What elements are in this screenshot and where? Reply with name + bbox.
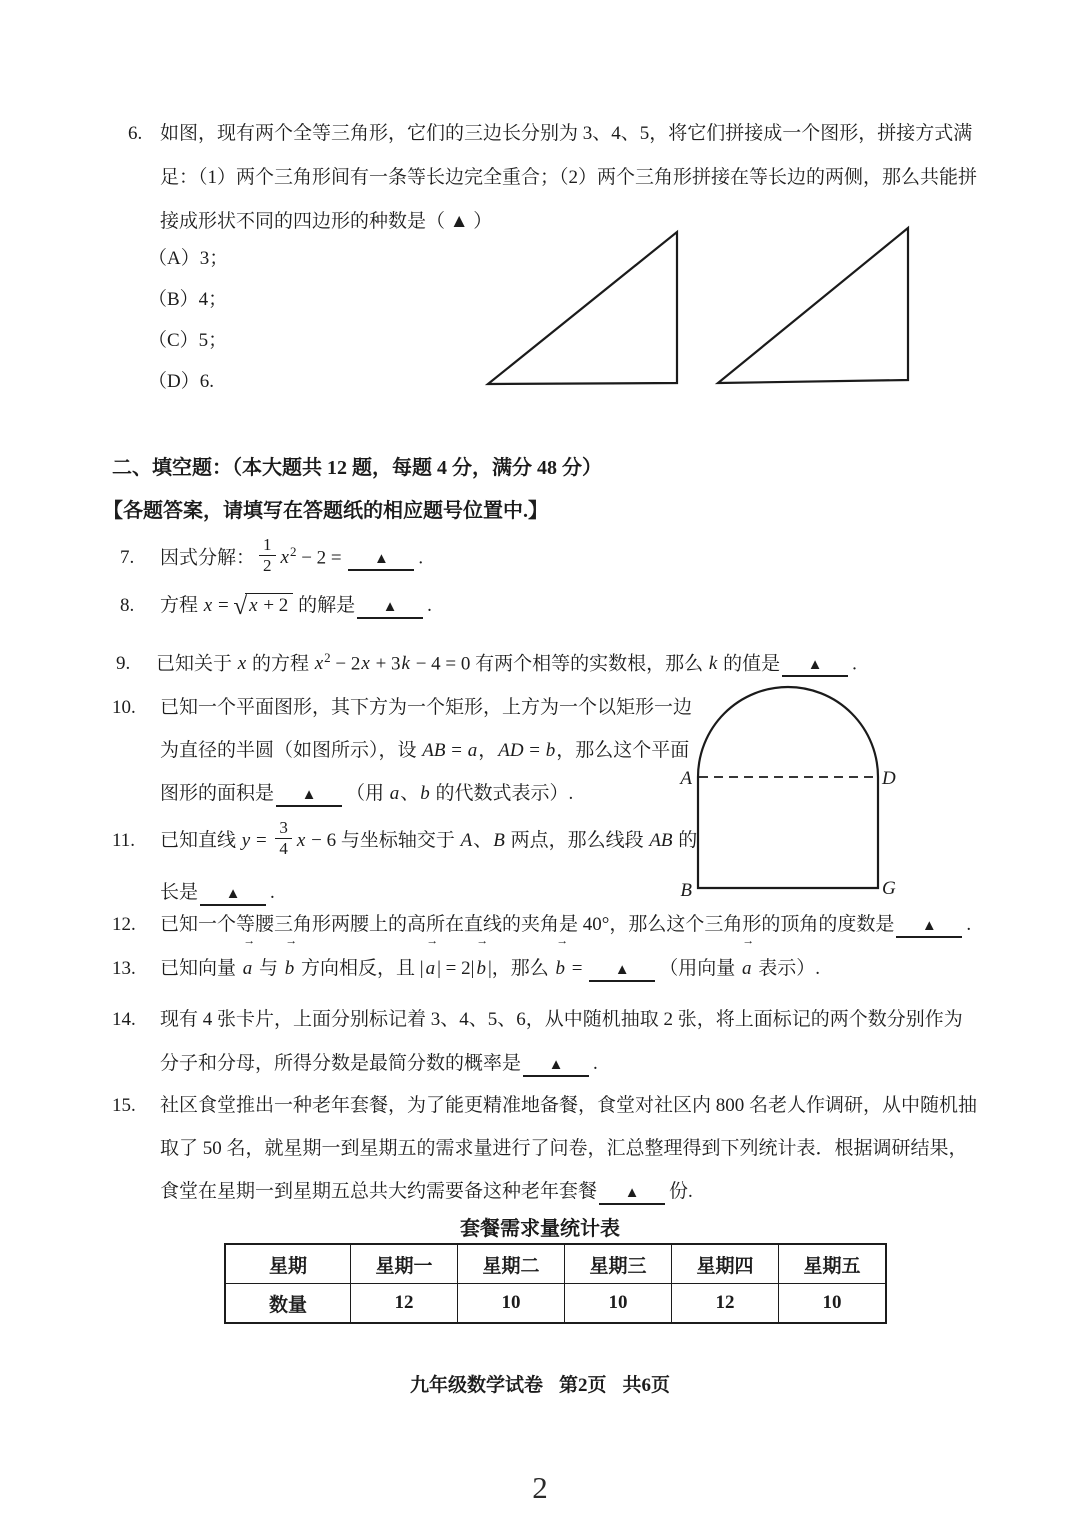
text-run: （用向量: [659, 958, 740, 979]
math-variable: A: [460, 830, 473, 851]
text-run: − 4 = 0 有两个相等的实数根，那么: [410, 653, 708, 675]
text-run: − 2: [330, 653, 361, 675]
value-cell: 10: [779, 1284, 887, 1324]
fraction-numerator: 1: [259, 535, 276, 556]
header-cell: 星期五: [779, 1244, 887, 1284]
table-data-row: [225, 1284, 886, 1324]
math-variable: B: [493, 830, 505, 851]
text-run: 份.: [669, 1181, 693, 1202]
answer-blank: ▲: [523, 1057, 589, 1077]
question-number: 12.: [112, 914, 136, 935]
text-run: 食堂在星期一到星期五总共大约需要备这种老年套餐: [160, 1181, 598, 1202]
value-cell: 12: [351, 1284, 458, 1324]
math-variable: y: [241, 830, 251, 851]
footer-page: 第2页: [558, 1375, 607, 1396]
question-13: [112, 935, 820, 992]
math-variable: k: [708, 653, 718, 675]
text-run: 因式分解：: [160, 547, 256, 569]
vector-letter: b: [284, 958, 295, 979]
math-variable: k: [401, 653, 410, 675]
text-run: 为直径的半圆（如图所示），设: [160, 740, 422, 761]
text-run: 、: [473, 830, 493, 851]
text-run: 取了 50 名，就星期一到星期五的需求量进行了问卷，汇总整理得到下列统计表．根据调研结果，: [160, 1138, 968, 1159]
header-cell: 星期三: [565, 1244, 672, 1284]
vector: [555, 935, 568, 992]
question-line: [112, 812, 698, 870]
text-run: ，: [478, 740, 498, 761]
page-number: 2: [532, 1470, 548, 1505]
question-line: [160, 1170, 977, 1213]
text-run: .: [966, 914, 972, 935]
option-c: （C）5；: [148, 330, 228, 351]
header-cell: 星期一: [351, 1244, 458, 1284]
text-run: 的解是: [293, 595, 356, 616]
question-12: [112, 903, 971, 947]
text-run: 的代数式表示）.: [430, 783, 574, 804]
text-run: 已知一个等腰三角形两腰上的高所在直线的夹角是 40°，那么这个三角形的顶角的度数是: [160, 914, 895, 935]
text-run: =: [251, 830, 272, 851]
superscript: 2: [324, 650, 331, 665]
question-line: [120, 524, 424, 586]
question-number: 13.: [112, 958, 136, 979]
text-run: |，那么: [487, 958, 554, 979]
text-run: .: [427, 595, 432, 616]
answer-blank: ▲: [896, 918, 962, 938]
label-b: B: [680, 880, 692, 901]
math-variable: x: [249, 595, 258, 616]
vector-letter: a: [741, 958, 752, 979]
text-run: =: [213, 595, 234, 616]
vector-arrow: →: [242, 935, 256, 947]
text-run: + 2: [258, 595, 289, 616]
math-variable: b: [420, 783, 430, 804]
value-cell: 12: [672, 1284, 779, 1324]
section-2-heading: 二、填空题：（本大题共 12 题，每题 4 分，满分 48 分）: [112, 457, 602, 479]
math-variable: AD: [498, 740, 524, 761]
vector-letter: b: [476, 958, 486, 979]
text-run: 的值是: [718, 653, 781, 675]
math-variable: a: [467, 740, 478, 761]
radical-sign: √: [233, 593, 246, 620]
question-line: [112, 935, 820, 992]
text-run: =: [567, 958, 588, 979]
question-line: [160, 1042, 963, 1086]
question-10: [112, 686, 692, 815]
math-variable: x: [314, 653, 324, 675]
value-cell: 10: [458, 1284, 565, 1324]
question-8: [120, 584, 432, 629]
text-run: 接成形状不同的四边形的种数是（ ▲ ）: [160, 211, 493, 232]
page-footer: [0, 1370, 1080, 1397]
section-2-note: 【各题答案，请填写在答题纸的相应题号位置中.】: [103, 500, 548, 522]
vector: [425, 935, 438, 992]
question-7: [120, 524, 423, 586]
header-cell: 星期: [225, 1244, 351, 1284]
text-run: 方程: [160, 595, 203, 616]
row-label-cell: 数量: [225, 1284, 351, 1324]
text-run: 已知向量: [160, 958, 241, 979]
text-run: .: [593, 1053, 598, 1074]
vector-arrow: →: [284, 935, 298, 947]
table-title: 套餐需求量统计表: [460, 1218, 620, 1240]
fraction-numerator: 3: [275, 818, 292, 839]
label-g: G: [882, 878, 896, 899]
question-number: 10.: [112, 697, 136, 718]
math-variable: AB: [422, 740, 446, 761]
question-15: [112, 1084, 977, 1213]
text-run: 图形的面积是: [160, 783, 275, 804]
question-14: [112, 998, 963, 1086]
vector: [476, 935, 489, 992]
answer-blank: ▲: [276, 787, 342, 807]
text-run: 现有 4 张卡片，上面分别标记着 3、4、5、6，从中随机抽取 2 张，将上面标记的两个数分别作为: [160, 1009, 963, 1030]
value-cell: 10: [565, 1284, 672, 1324]
text-run: =: [524, 740, 545, 761]
text-run: =: [446, 740, 467, 761]
superscript: 2: [289, 544, 297, 559]
footer-exam-title: 九年级数学试卷: [409, 1375, 543, 1396]
question-line: [112, 998, 963, 1042]
math-variable: a: [389, 783, 400, 804]
text-run: − 6 与坐标轴交于: [306, 830, 460, 851]
question-line: [120, 584, 432, 629]
math-variable: x: [296, 830, 306, 851]
text-run: 足：（1）两个三角形间有一条等长边完全重合；（2）两个三角形拼接在等长边的两侧，那么共能拼: [160, 167, 978, 188]
text-run: .: [852, 653, 857, 675]
triangles-figure: [470, 212, 920, 397]
text-run: |: [419, 958, 424, 979]
triangle-right: [718, 228, 908, 383]
text-run: ，那么这个平面: [556, 740, 690, 761]
answer-blank: ▲: [599, 1185, 665, 1205]
question-line: [160, 729, 692, 772]
option-a: （A）3；: [148, 248, 229, 269]
footer-total: 共6页: [622, 1375, 671, 1396]
text-run: 长是: [160, 882, 199, 903]
vector-letter: b: [555, 958, 565, 979]
question-number: 15.: [112, 1095, 136, 1116]
answer-blank: ▲: [200, 886, 266, 906]
fraction: [259, 535, 276, 576]
text-run: | = 2|: [437, 958, 475, 979]
question-11: [112, 812, 697, 916]
answer-blank: ▲: [357, 599, 423, 619]
text-run: （用: [346, 783, 389, 804]
text-run: 的: [673, 830, 698, 851]
option-d: （D）6.: [148, 371, 214, 392]
answer-blank: ▲: [782, 657, 848, 677]
text-run: 方向相反，且: [296, 958, 420, 979]
text-run: 已知一个平面图形，其下方为一个矩形，上方为一个以矩形一边: [160, 697, 693, 718]
text-run: .: [418, 547, 424, 569]
vector-arrow: →: [555, 935, 568, 947]
label-d: D: [882, 768, 896, 789]
answer-blank: ▲: [348, 551, 414, 571]
text-run: − 2 =: [296, 547, 347, 569]
triangle-left: [488, 232, 677, 384]
math-variable: x: [280, 547, 289, 569]
vector-arrow: →: [425, 935, 438, 947]
fraction-denominator: 2: [263, 556, 272, 576]
label-a: A: [680, 768, 692, 789]
text-run: 与: [254, 958, 283, 979]
question-number: 6.: [128, 123, 143, 144]
fraction-denominator: 4: [279, 839, 288, 859]
table-header-row: [225, 1244, 886, 1284]
text-run: 分子和分母，所得分数是最简分数的概率是: [160, 1053, 522, 1074]
text-run: 、: [400, 783, 420, 804]
question-6-options: [148, 238, 228, 402]
vector: [242, 935, 256, 992]
fraction: [275, 818, 292, 859]
vector-arrow: →: [742, 935, 755, 947]
math-variable: x: [237, 653, 247, 675]
question-number: 8.: [120, 595, 135, 616]
text-run: + 3: [370, 653, 401, 675]
vector-letter: a: [425, 958, 436, 979]
math-variable: x: [203, 595, 213, 616]
dome-figure: [666, 672, 906, 907]
text-run: 两点，那么线段: [505, 830, 649, 851]
question-number: 9.: [116, 653, 131, 675]
vector-arrow: →: [476, 935, 489, 947]
math-variable: x: [361, 653, 370, 675]
question-line: [160, 1127, 977, 1170]
text-run: 社区食堂推出一种老年套餐，为了能更精准地备餐，食堂对社区内 800 名老人作调研，从中随机抽: [160, 1095, 978, 1116]
option-b: （B）4；: [148, 289, 228, 310]
radicand: [245, 593, 293, 616]
question-line: [128, 112, 977, 156]
math-variable: AB: [649, 830, 673, 851]
square-root: [233, 584, 293, 629]
text-run: 已知关于: [156, 653, 237, 675]
text-run: 已知直线: [160, 830, 241, 851]
dome-outline: [698, 687, 878, 888]
header-cell: 星期四: [672, 1244, 779, 1284]
vector-letter: a: [242, 958, 253, 979]
text-run: 表示）.: [753, 958, 820, 979]
question-number: 7.: [120, 547, 135, 569]
text-run: 的方程: [247, 653, 314, 675]
question-line: [112, 686, 693, 729]
question-line: [160, 156, 977, 200]
header-cell: 星期二: [458, 1244, 565, 1284]
math-variable: b: [545, 740, 556, 761]
text-run: .: [270, 882, 275, 903]
demand-table: [224, 1243, 887, 1324]
vector: [284, 935, 298, 992]
question-number: 11.: [112, 830, 136, 851]
question-number: 14.: [112, 1009, 136, 1030]
question-line: [112, 1084, 978, 1127]
answer-blank: ▲: [589, 962, 655, 982]
question-line: [160, 772, 692, 815]
vector: [741, 935, 755, 992]
text-run: 如图，现有两个全等三角形，它们的三边长分别为 3、4、5，将它们拼接成一个图形，拼接方式满: [160, 123, 973, 144]
